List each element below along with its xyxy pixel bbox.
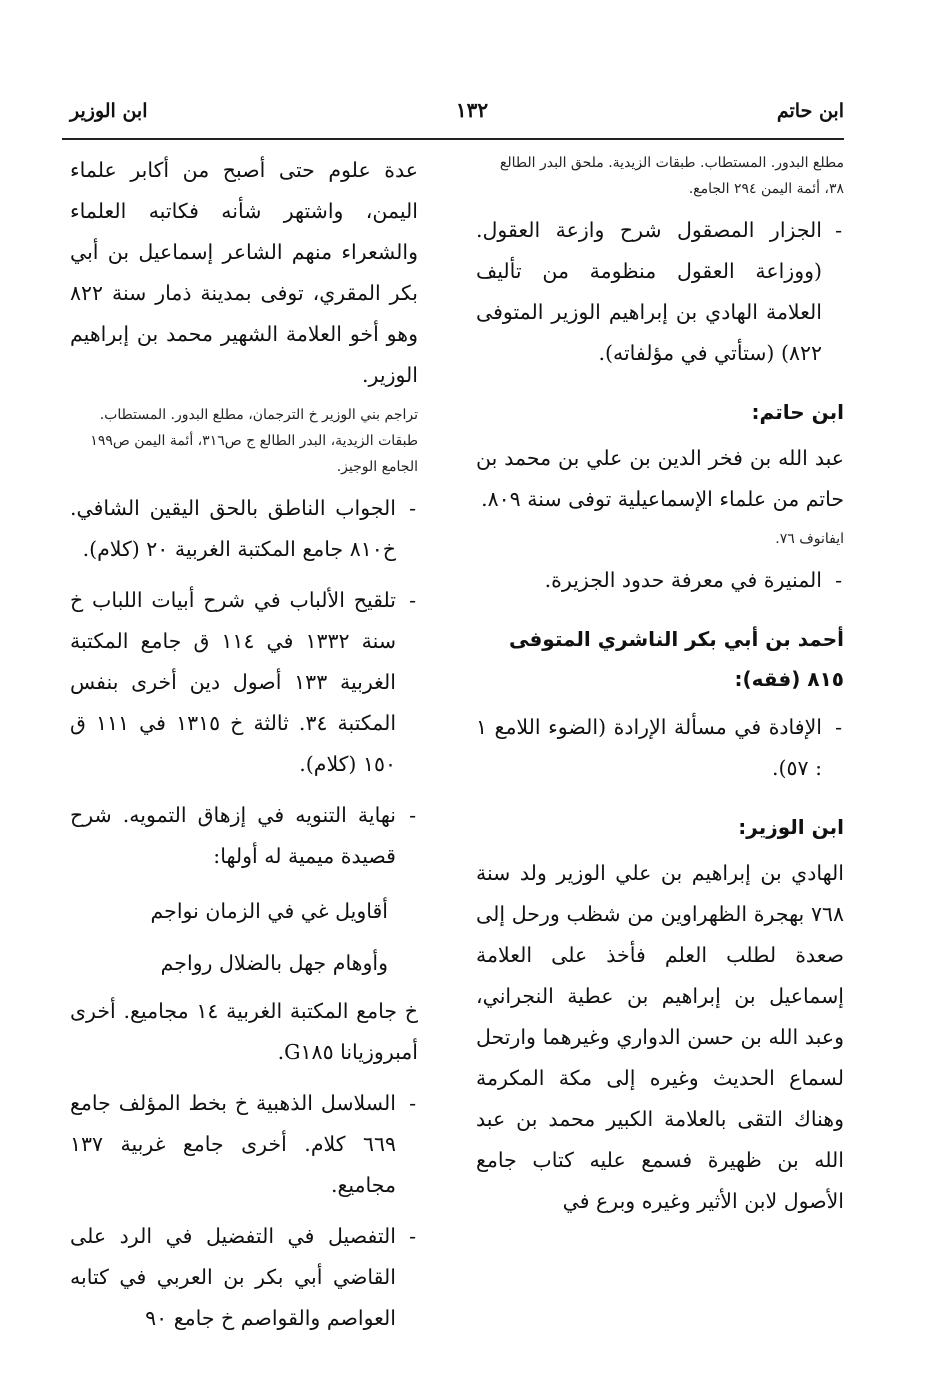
list-item: - نهاية التنويه في إزهاق التمويه. شرح قصيدة ميمية له أولها: [70,795,418,877]
list-item: - تلقيح الألباب في شرح أبيات اللباب خ سنة ١٣٣٢ في ١١٤ ق جامع المكتبة الغربية ١٣٣ أصول دين أخرى بنفس المكتبة ٣٤. ثالثة خ ١٣١٥ في ١١١ ق ١٥٠ (كلام). [70,580,418,785]
list-item: - الجواب الناطق بالحق اليقين الشافي. خ٨١٠ جامع المكتبة الغربية ٢٠ (كلام). [70,488,418,570]
section-heading: ابن حاتم: [751,400,844,424]
footnote-sources: مطلع البدور. المستطاب. طبقات الزيدية. ملحق البدر الطالع ٣٨، أئمة اليمن ٢٩٤ الجامع. [499,155,844,197]
running-header-right: ابن حاتم [776,100,844,122]
running-header-left: ابن الوزير [70,100,148,122]
footnote-sources: تراجم بني الوزير خ الترجمان، مطلع البدور. المستطاب. طبقات الزيدية، البدر الطالع ج ص٣١٦، أئمة اليمن ص١٩٩ الجامع الوجيز. [90,407,418,475]
biography-text: عدة علوم حتى أصبح من أكابر علماء اليمن، واشتهر شأنه فكاتبه العلماء والشعراء منهم الشاعر إسماعيل بن أبي بكر المقري، توفى بمدينة ذمار سنة ٨٢٢ وهو أخو العلامة الشهير محمد بن إبراهيم الوزير. [70,158,418,387]
list-item: - المنيرة في معرفة حدود الجزيرة. [476,560,844,601]
list-item-continuation: خ جامع المكتبة الغربية ١٤ مجاميع. أخرى أمبروزيانا G١٨٥. [70,999,418,1064]
section-heading: ابن الوزير: [738,815,844,839]
left-column [70,150,418,1334]
page-number: ١٣٢ [455,98,489,122]
header-rule [62,138,844,140]
list-item: - السلاسل الذهبية خ بخط المؤلف جامع ٦٦٩ كلام. أخرى جامع غربية ١٣٧ مجاميع. [70,1083,418,1206]
biography-text: عبد الله بن فخر الدين بن علي بن محمد بن حاتم من علماء الإسماعيلية توفى سنة ٨٠٩. [476,446,844,511]
poem-verse: وأوهام جهل بالضلال رواجم [160,951,388,975]
biography-text: الهادي بن إبراهيم بن علي الوزير ولد سنة ٧٦٨ بهجرة الظهراوين من شظب ورحل إلى صعدة لطلب العلم فأخذ على العلامة إسماعيل بن إبراهيم بن عطية النجراني، وعبد الله بن حسن الدواري وغيرهما وارتحل لسماع الحديث وغيره إلى مكة المكرمة وهناك التقى بالعلامة الكبير محمد بن عبد الله بن ظهيرة فسمع عليه كتاب جامع الأصول لابن الأثير وغيره وبرع في [476,861,844,1213]
list-item: - الإفادة في مسألة الإرادة (الضوء اللامع ١ : ٥٧). [476,707,844,789]
list-item: - التفصيل في التفضيل في الرد على القاضي أبي بكر بن العربي في كتابه العواصم والقواصم خ جامع ٩٠ [70,1216,418,1339]
list-item: - الجزار المصقول شرح وازعة العقول. (ووزاعة العقول منظومة من تأليف العلامة الهادي بن إبراهيم الوزير المتوفى ٨٢٢) (ستأتي في مؤلفاته). [476,210,844,374]
section-heading: أحمد بن أبي بكر الناشري المتوفى ٨١٥ (فقه): [508,627,844,691]
poem-verse: أقاويل غي في الزمان نواجم [150,899,388,923]
footnote-sources: ايفانوف ٧٦. [775,531,844,547]
right-column [476,150,844,1334]
